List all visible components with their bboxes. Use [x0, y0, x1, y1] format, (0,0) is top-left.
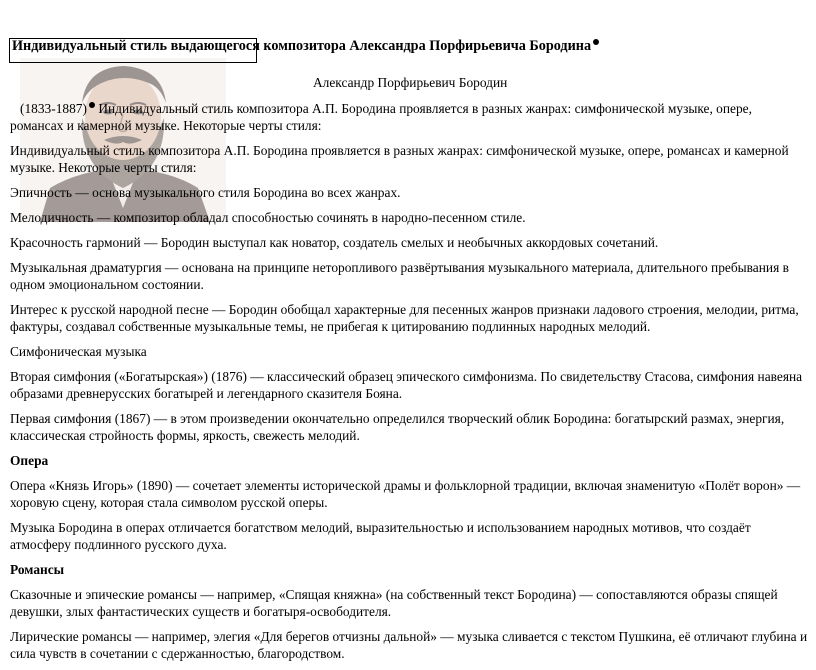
intro-paragraph [10, 100, 808, 134]
paragraph: Сказочные и эпические романсы — например, «Спящая княжна» (на собственный текст Бородина) — сопоставляются образы спящей девушки, злых фантастических существ и богатыря-освободителя. [10, 587, 778, 619]
years: (1833-1887) [20, 101, 87, 116]
paragraph: Лирические романсы — например, элегия «Для берегов отчизны дальной» — музыка сливается с текстом Пушкина, её отличают глубина и сила чувств в сочетании с сдержанностью, благородством. [10, 629, 808, 661]
paragraph: Музыкальная драматургия — основана на принципе неторопливого развёртывания музыкального материала, длительного пребывания в одном эмоциональном состоянии. [10, 260, 789, 292]
paragraph: Первая симфония (1867) — в этом произведении окончательно определился творческий облик Бородина: богатырский размах, энергия, классическая стройность формы, яркость, свежесть мелодий. [10, 411, 785, 443]
paragraph: Мелодичность — композитор обладал способностью сочинять в народно-песенном стиле. [10, 210, 526, 225]
author-name: Александр Порфирьевич Бородин [313, 75, 508, 90]
paragraph: Красочность гармоний — Бородин выступал как новатор, создатель смелых и необычных аккордовых сочетаний. [10, 235, 659, 250]
paragraph: Опера «Князь Игорь» (1890) — сочетает элементы исторической драмы и фольклорной традиции, включая знаменитую «Полёт ворон» — хоровую сцену, которая стала символом русской оперы. [10, 478, 801, 510]
document-body [10, 100, 808, 670]
intro-text: Индивидуальный стиль композитора А.П. Бородина проявляется в разных жанрах: симфонической музыке, опере, романсах и камерной музыке. Некоторые черты стиля: [10, 101, 752, 133]
paragraph: Музыка Бородина в операх отличается богатством мелодий, выразительностью и использованием народных мотивов, что создаёт атмосферу подлинного русского духа. [10, 520, 751, 552]
paragraph: Индивидуальный стиль композитора А.П. Бородина проявляется в разных жанрах: симфонической музыке, опере, романсах и камерной музыке. Некоторые черты стиля: [10, 143, 789, 175]
paragraph: Интерес к русской народной песне — Бородин обобщал характерные для песенных жанров признаки ладового строения, мелодии, ритма, фактуры, создавал собственные музыкальные темы, не прибегая к цитированию подлинных народных мелодий. [10, 302, 799, 334]
paragraph: Эпичность — основа музыкального стиля Бородина во всех жанрах. [10, 185, 401, 200]
section-heading: Романсы [10, 562, 65, 577]
paragraph: Вторая симфония («Богатырская») (1876) — классический образец эпического симфонизма. По свидетельству Стасова, симфония навеяна образами древнерусских богатырей и легендарного сказителя Бояна. [10, 369, 803, 401]
section-label: Симфоническая музыка [10, 344, 147, 359]
page-title: Индивидуальный стиль выдающегося композитора Александра Порфирьевича Бородина [12, 38, 599, 55]
bullet-icon [89, 102, 95, 108]
bullet-icon [593, 39, 599, 45]
section-heading: Опера [10, 453, 49, 468]
